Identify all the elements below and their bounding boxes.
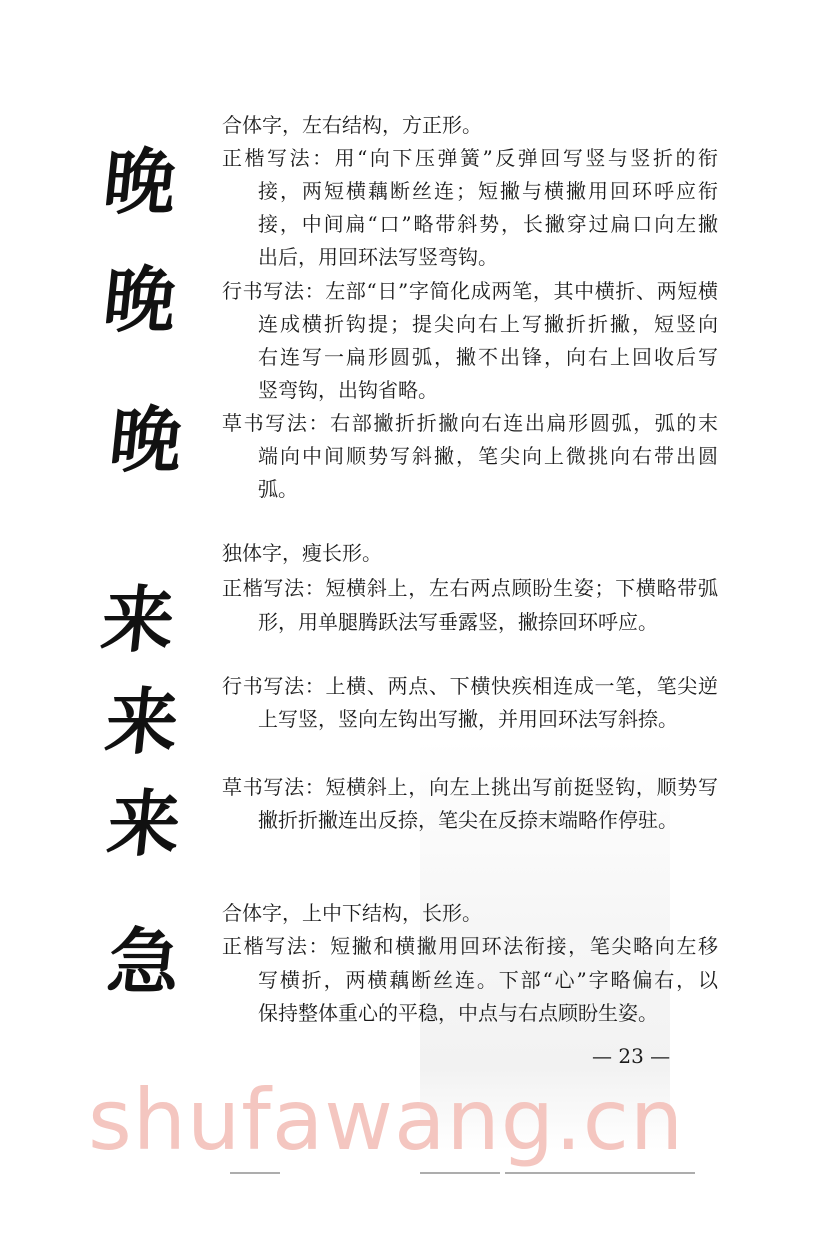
calligraphy-wan-xingshu: 晚 (99, 257, 181, 342)
text-line: 正楷写法：短撇和横撇用回环法衔接，笔尖略向左移 (222, 934, 718, 958)
text-line: 行书写法：上横、两点、下横快疾相连成一笔，笔尖逆 (222, 674, 718, 698)
text-line: 行书写法：左部“日”字简化成两笔，其中横折、两短横 (222, 279, 718, 303)
text-line: 出后，用回环法写竖弯钩。 (258, 245, 498, 269)
text-line: 形，用单腿腾跃法写垂露竖，撇捺回环呼应。 (258, 610, 658, 634)
watermark: shufawang.cn (88, 1071, 685, 1169)
text-line: 草书写法：右部撇折折撇向右连出扁形圆弧，弧的末 (222, 411, 718, 435)
section-ji-summary: 合体字，上中下结构，长形。 (222, 901, 482, 925)
calligraphy-lai-xingshu: 来 (101, 679, 183, 764)
scan-artifact (505, 1172, 695, 1174)
text-line: 草书写法：短横斜上，向左上挑出写前挺竖钩，顺势写 (222, 775, 718, 799)
text-line: 上写竖，竖向左钩出写撇，并用回环法写斜捺。 (258, 707, 678, 731)
text-line: 竖弯钩，出钩省略。 (258, 378, 438, 402)
text-line: 保持整体重心的平稳，中点与右点顾盼生姿。 (258, 1001, 658, 1025)
calligraphy-wan-caoshu: 晚 (105, 397, 187, 482)
text-line: 撇折折撇连出反捺，笔尖在反捺末端略作停驻。 (258, 808, 678, 832)
section-lai-summary: 独体字，瘦长形。 (222, 541, 382, 565)
text-line: 弧。 (258, 477, 298, 501)
calligraphy-ji-kaishu: 急 (103, 919, 185, 1004)
text-line: 接，中间扁“口”略带斜势，长撇穿过扁口向左撇 (258, 212, 718, 236)
scan-artifact (420, 1172, 500, 1174)
calligraphy-wan-kaishu: 晚 (99, 139, 181, 224)
text-line: 右连写一扁形圆弧，撇不出锋，向右上回收后写 (258, 345, 718, 369)
text-line: 正楷写法：短横斜上，左右两点顾盼生姿；下横略带弧 (222, 576, 718, 600)
page-number: — 23 — (592, 1044, 671, 1068)
text-line: 写横折，两横藕断丝连。下部“心”字略偏右，以 (258, 968, 718, 992)
scan-artifact (230, 1172, 280, 1174)
text-line: 接，两短横藕断丝连；短撇与横撇用回环呼应衔 (258, 179, 718, 203)
text-line: 端向中间顺势写斜撇，笔尖向上微挑向右带出圆 (258, 444, 718, 468)
text-line: 正楷写法：用“向下压弹簧”反弹回写竖与竖折的衔 (222, 146, 718, 170)
calligraphy-lai-kaishu: 来 (97, 577, 179, 662)
calligraphy-lai-caoshu: 来 (103, 781, 185, 866)
text-line: 连成横折钩提；提尖向右上写撇折折撇，短竖向 (258, 312, 718, 336)
section-wan-summary: 合体字，左右结构，方正形。 (222, 113, 482, 137)
